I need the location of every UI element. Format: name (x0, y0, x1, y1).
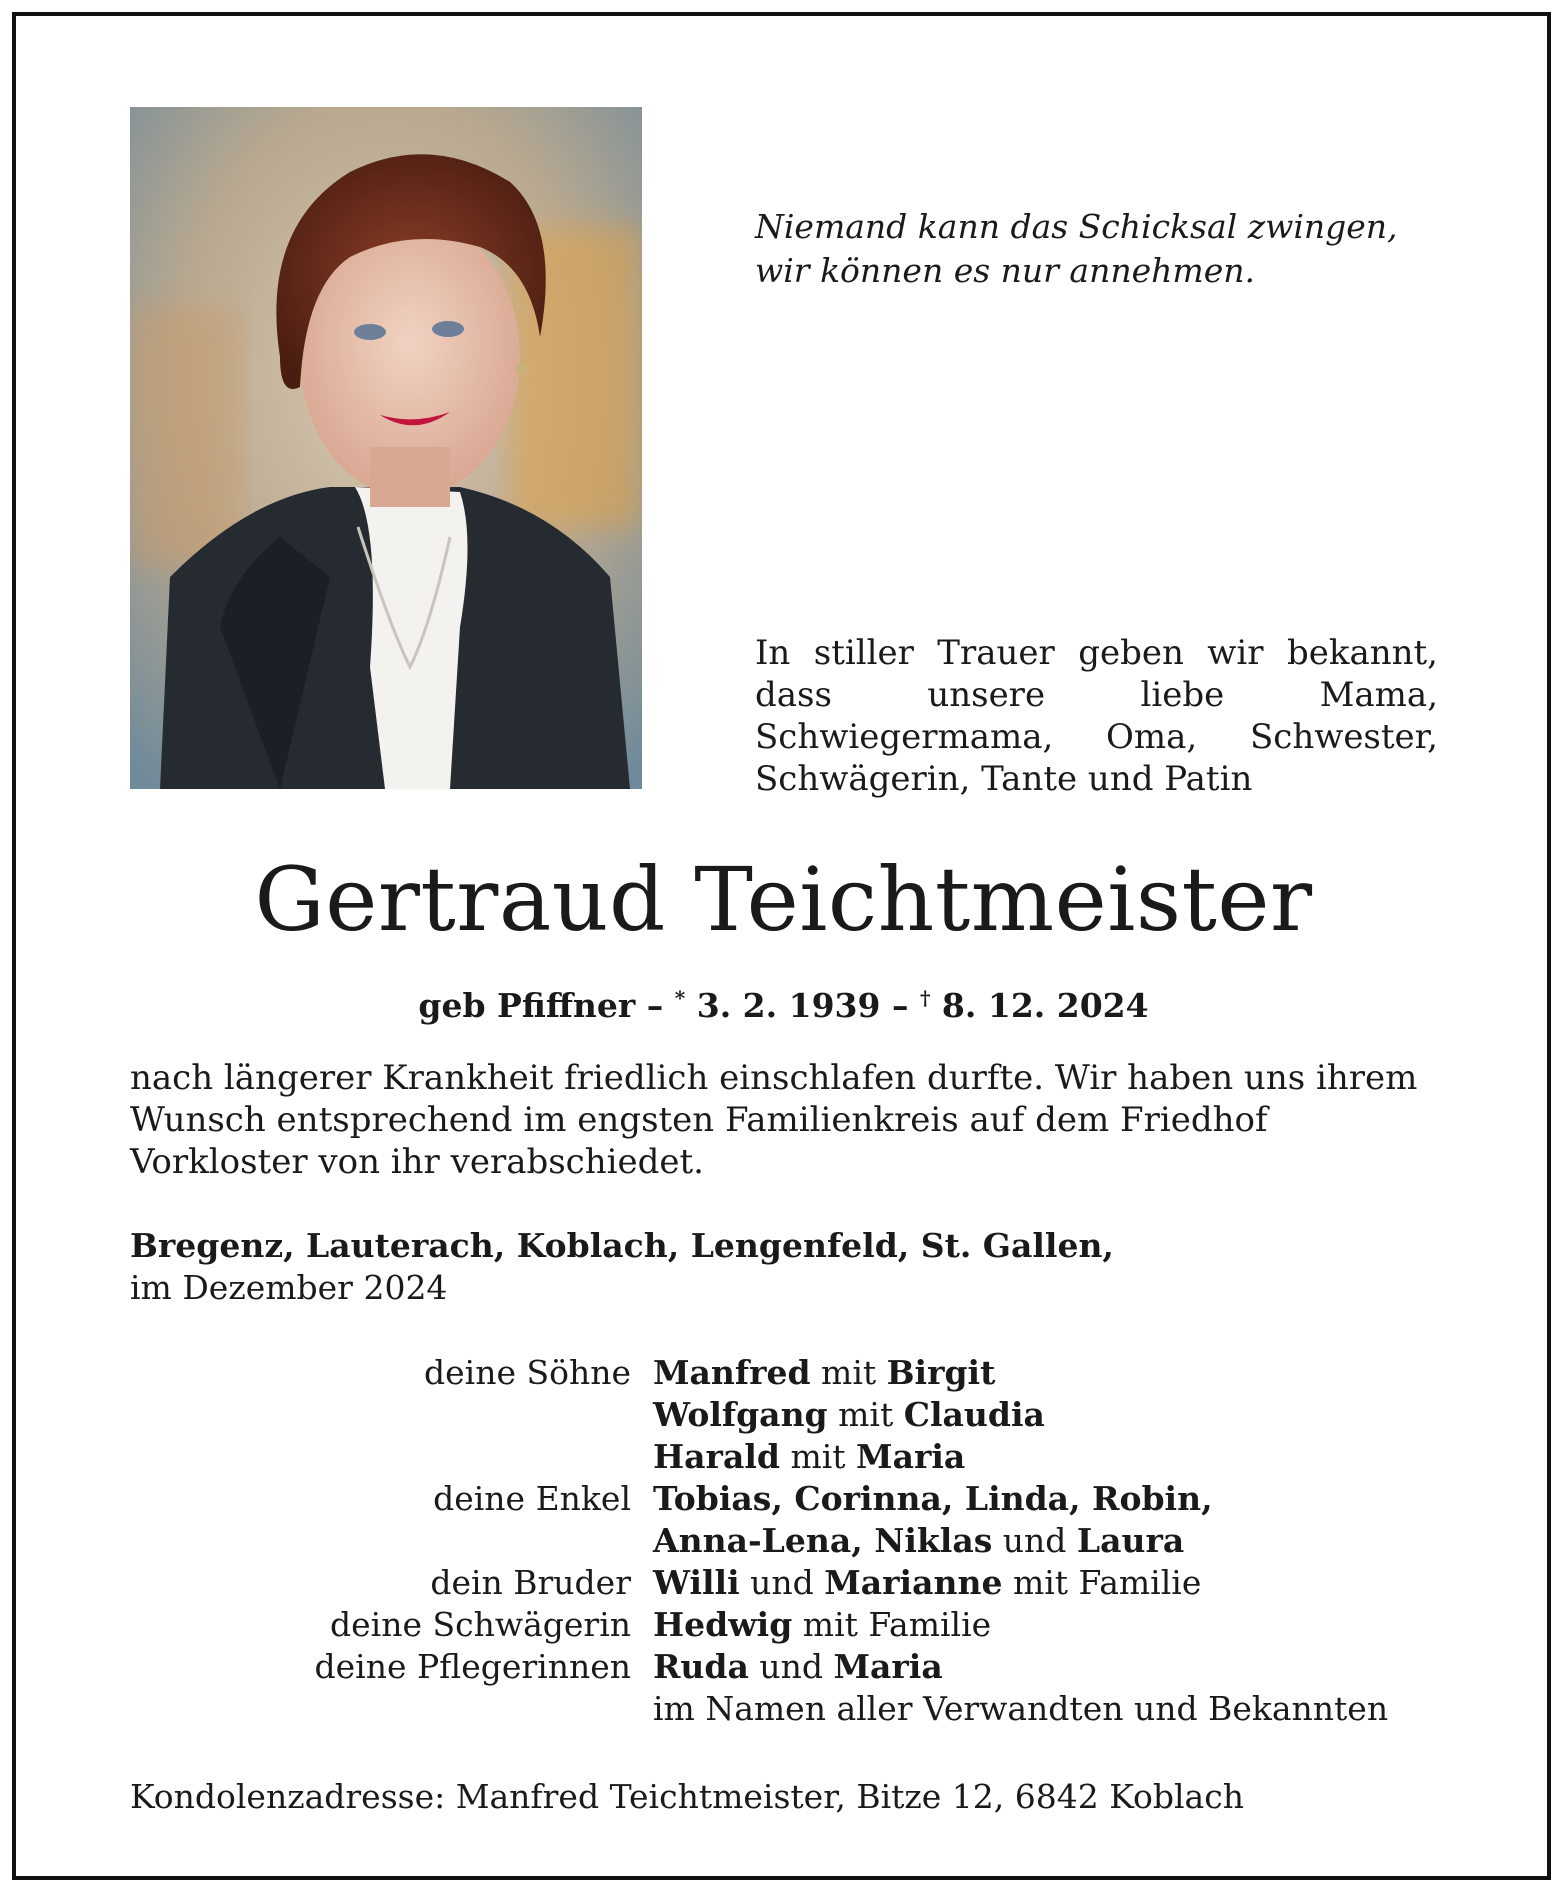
mourner-connector: mit Familie (792, 1605, 992, 1644)
mourner-name: Tobias, Corinna, Linda, Robin, (653, 1479, 1213, 1518)
mourner-name: Wolfgang (653, 1395, 828, 1434)
mourner-relation: dein Bruder (430, 1563, 631, 1602)
mourner-connector: und (748, 1647, 834, 1686)
places-towns: Bregenz, Lauterach, Koblach, Lengenfeld, St. Gallen, (130, 1226, 1114, 1265)
mourner-row (130, 1604, 1438, 1646)
mourner-names (653, 1646, 1438, 1688)
mourner-name: Maria (856, 1437, 966, 1476)
mourner-relation (130, 1688, 653, 1730)
mourner-name: Manfred (653, 1353, 811, 1392)
mourner-connector: mit (827, 1395, 904, 1434)
mourner-name: Willi (653, 1563, 740, 1602)
places-and-date (130, 1225, 1114, 1309)
mourner-row (130, 1394, 1438, 1436)
mourner-row (130, 1478, 1438, 1520)
mourner-names (653, 1478, 1438, 1520)
birth-date: 3. 2. 1939 (696, 986, 881, 1025)
mourner-relation: deine Pflegerinnen (314, 1647, 631, 1686)
condolence-address: Kondolenzadresse: Manfred Teichtmeister, Bitze 12, 6842 Koblach (130, 1777, 1244, 1816)
mourner-name: Ruda (653, 1647, 749, 1686)
mourner-relation: deine Enkel (433, 1479, 631, 1518)
mourner-connector: und (739, 1563, 825, 1602)
life-dates: geb Pfiffner – * 3. 2. 1939 – † 8. 12. 2024 (418, 986, 1149, 1025)
intro-text: In stiller Trauer geben wir bekannt, dass unsere liebe Mama, Schwiegermama, Oma, Schwester, Schwägerin, Tante und Patin (755, 633, 1438, 799)
birth-name: geb Pfiffner (418, 986, 636, 1025)
mourner-row (130, 1646, 1438, 1688)
mourner-names (653, 1520, 1438, 1562)
mourner-connector: mit (810, 1353, 887, 1392)
mourner-name: Laura (1076, 1521, 1185, 1560)
mourner-names (653, 1436, 1438, 1478)
mourner-row (130, 1562, 1438, 1604)
portrait-photo (130, 107, 642, 789)
mourner-row (130, 1352, 1438, 1394)
mourner-names (653, 1394, 1438, 1436)
deceased-name: Gertraud Teichtmeister (254, 848, 1313, 951)
mourner-name: Harald (653, 1437, 780, 1476)
mourner-row (130, 1520, 1438, 1562)
mourner-name: Marianne (824, 1563, 1003, 1602)
mourner-relation: deine Söhne (424, 1353, 631, 1392)
mourner-row (130, 1688, 1438, 1730)
mourner-name: Anna-Lena, Niklas (653, 1521, 993, 1560)
mourner-names (653, 1604, 1438, 1646)
quote-line: wir können es nur annehmen. (755, 251, 1255, 290)
mourner-names (653, 1688, 1438, 1730)
quote-line: Niemand kann das Schicksal zwingen, (755, 207, 1398, 246)
places-date: im Dezember 2024 (130, 1268, 448, 1307)
mourner-row (130, 1436, 1438, 1478)
mourner-names (653, 1352, 1438, 1394)
mourner-relation: deine Schwägerin (330, 1605, 631, 1644)
mourner-connector: mit (779, 1437, 857, 1476)
death-symbol: † (919, 986, 931, 1010)
quote (755, 205, 1398, 293)
mourner-relation (130, 1394, 653, 1436)
mourner-relation (130, 1520, 653, 1562)
mourner-name: Birgit (886, 1353, 996, 1392)
body-text: nach längerer Krankheit friedlich einschlafen durfte. Wir haben uns ihrem Wunsch entsprechend im engsten Familienkreis auf dem Friedhof Vorkloster von ihr verabschiedet. (130, 1058, 1418, 1182)
mourners-list (130, 1352, 1438, 1730)
mourner-connector: im Namen aller Verwandten und Bekannten (653, 1689, 1389, 1728)
mourner-connector: und (992, 1521, 1077, 1560)
mourner-connector: mit Familie (1002, 1563, 1202, 1602)
mourner-name: Maria (833, 1647, 943, 1686)
mourner-name: Hedwig (653, 1605, 793, 1644)
birth-symbol: * (674, 986, 686, 1010)
mourner-name: Claudia (903, 1395, 1045, 1434)
mourner-names (653, 1562, 1438, 1604)
death-date: 8. 12. 2024 (941, 986, 1149, 1025)
mourner-relation (130, 1436, 653, 1478)
portrait-image (130, 107, 642, 789)
